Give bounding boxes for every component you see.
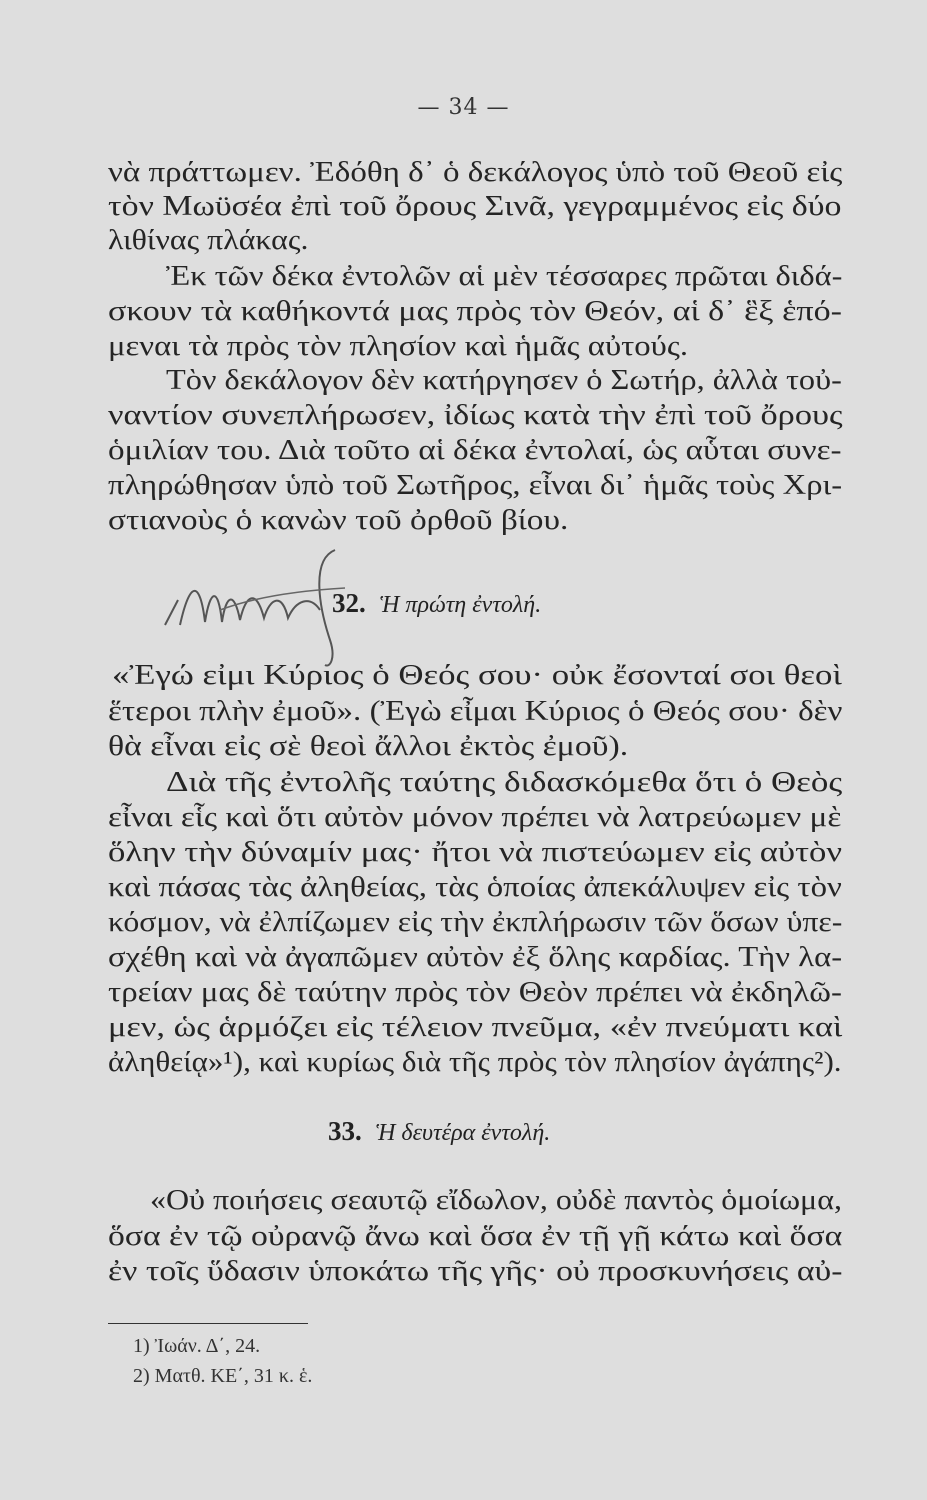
text-line: ὁμιλίαν του. Διὰ τοῦτο αἱ δέκα ἐντολαί, ὡς αὗται συνε- xyxy=(108,434,842,466)
text-line: ὅλην τὴν δύναμίν μας· ἤτοι νὰ πιστεύωμεν εἰς αὐτὸν xyxy=(108,836,843,868)
text-line: ναντίον συνεπλήρωσεν, ἰδίως κατὰ τὴν ἐπὶ τοῦ ὄρους xyxy=(108,399,843,431)
handwritten-signature xyxy=(160,540,350,670)
text-line: τρείαν μας δὲ ταύτην πρὸς τὸν Θεὸν πρέπει νὰ ἐκδηλῶ- xyxy=(108,976,842,1008)
text-line: κόσμον, νὰ ἐλπίζωμεν εἰς τὴν ἐκπλήρωσιν τῶν ὅσων ὑπε- xyxy=(108,906,843,938)
text-line: στιανοὺς ὁ κανὼν τοῦ ὀρθοῦ βίου. xyxy=(108,504,569,536)
text-line: νὰ πράττωμεν. Ἐδόθη δ᾽ ὁ δεκάλογος ὑπὸ τοῦ Θεοῦ εἰς xyxy=(108,156,843,188)
section-title: Ἡ δευτέρα ἐντολή. xyxy=(375,1120,551,1146)
section-heading xyxy=(332,588,541,619)
text-line: θὰ εἶναι εἰς σὲ θεοὶ ἄλλοι ἐκτὸς ἐμοῦ). xyxy=(108,730,629,762)
footnote: 2) Ματθ. ΚΕ΄, 31 κ. ἑ. xyxy=(133,1365,313,1387)
section-number: 33. xyxy=(328,1116,362,1146)
text-line: τὸν Μωϋσέα ἐπὶ τοῦ ὄρους Σινᾶ, γεγραμμένος εἰς δύο xyxy=(108,190,842,222)
text-line: Διὰ τῆς ἐντολῆς ταύτης διδασκόμεθα ὅτι ὁ Θεὸς xyxy=(166,766,843,798)
footnote: 1) Ἰωάν. Δ΄, 24. xyxy=(133,1335,261,1357)
text-line: «Ἐγώ εἰμι Κύριος ὁ Θεός σου· οὐκ ἔσονταί σοι θεοὶ xyxy=(112,659,842,691)
text-line: ἕτεροι πλὴν ἐμοῦ». (Ἐγὼ εἶμαι Κύριος ὁ Θεός σου· δὲν xyxy=(108,695,843,727)
text-line: μεναι τὰ πρὸς τὸν πλησίον καὶ ἡμᾶς αὐτούς. xyxy=(108,330,688,362)
page-number: — 34 — xyxy=(417,95,510,120)
section-number: 32. xyxy=(332,588,366,618)
footnote-rule xyxy=(108,1323,308,1324)
text-line: «Οὐ ποιήσεις σεαυτῷ εἴδωλον, οὐδὲ παντὸς ὁμοίωμα, xyxy=(150,1184,842,1216)
section-heading xyxy=(328,1116,550,1147)
text-line: καὶ πάσας τὰς ἀληθείας, τὰς ὁποίας ἀπεκάλυψεν εἰς τὸν xyxy=(108,871,842,903)
text-line: μεν, ὡς ἁρμόζει εἰς τέλειον πνεῦμα, «ἐν πνεύματι καὶ xyxy=(108,1011,843,1043)
text-line: Τὸν δεκάλογον δὲν κατήργησεν ὁ Σωτήρ, ἀλλὰ τοὐ- xyxy=(166,364,842,396)
text-line: ἀληθείᾳ»¹), καὶ κυρίως διὰ τῆς πρὸς τὸν πλησίον ἀγάπης²). xyxy=(108,1046,842,1078)
text-line: σκουν τὰ καθήκοντά μας πρὸς τὸν Θεόν, αἱ δ᾽ ἓξ ἑπό- xyxy=(108,295,842,327)
text-line: εἶναι εἷς καὶ ὅτι αὐτὸν μόνον πρέπει νὰ λατρεύωμεν μὲ xyxy=(108,801,842,833)
text-line: Ἐκ τῶν δέκα ἐντολῶν αἱ μὲν τέσσαρες πρῶται διδά- xyxy=(166,260,843,292)
text-line: ἐν τοῖς ὕδασιν ὑποκάτω τῆς γῆς· οὐ προσκυνήσεις αὐ- xyxy=(108,1255,843,1287)
text-line: λιθίνας πλάκας. xyxy=(108,224,309,256)
section-title: Ἡ πρώτη ἐντολή. xyxy=(379,592,542,618)
text-line: ὅσα ἐν τῷ οὐρανῷ ἄνω καὶ ὅσα ἐν τῇ γῇ κάτω καὶ ὅσα xyxy=(108,1220,843,1252)
text-line: πληρώθησαν ὑπὸ τοῦ Σωτῆρος, εἶναι δι᾽ ἡμᾶς τοὺς Χρι- xyxy=(108,469,843,501)
text-line: σχέθη καὶ νὰ ἀγαπῶμεν αὐτὸν ἐξ ὅλης καρδίας. Τὴν λα- xyxy=(108,941,843,973)
